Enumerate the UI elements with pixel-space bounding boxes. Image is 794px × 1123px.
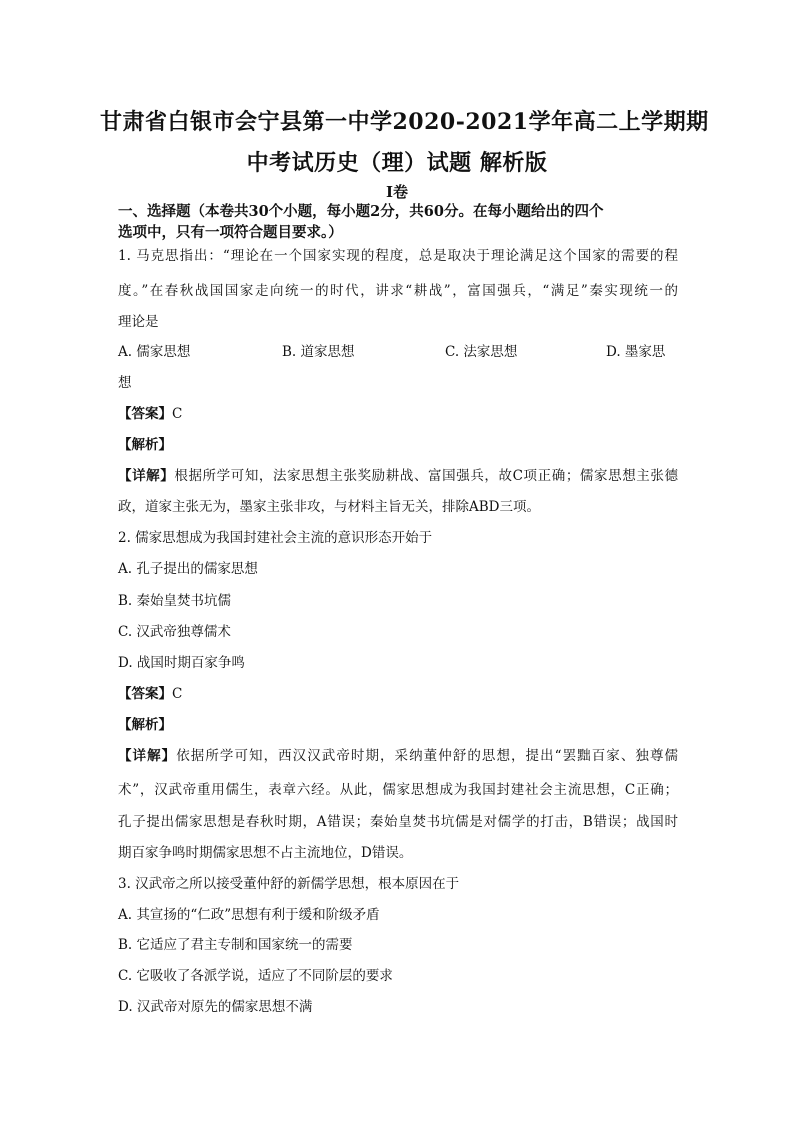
question-1-options: [118, 342, 678, 362]
question-2-detail-line1: [118, 746, 678, 766]
question-2-option-c: C. 汉武帝独尊儒术: [118, 624, 231, 640]
question-1-option-a: A. 儒家思想: [118, 344, 191, 360]
question-2-answer: [118, 684, 182, 704]
question-1-detail-line2: 政，道家主张无为，墨家主张非攻，与材料主旨无关，排除ABD三项。: [118, 499, 540, 515]
question-1-option-b: B. 道家思想: [282, 344, 355, 360]
question-1-stem-line2: 度。”在春秋战国国家走向统一的时代，讲求“耕战”，富国强兵，“满足”秦实现统一的: [118, 283, 678, 299]
analysis-label: 【解析】: [118, 437, 172, 453]
volume-heading: Ⅰ卷: [385, 183, 409, 201]
document-title-line1: 甘肃省白银市会宁县第一中学2020-2021学年高二上学期期: [100, 109, 709, 135]
question-2-option-b: B. 秦始皇焚书坑儒: [118, 593, 232, 609]
question-1-analysis-label: [118, 435, 172, 455]
answer-label: 【答案】: [118, 686, 172, 702]
question-2-detail-line2: 术”，汉武帝重用儒生，表章六经。从此，儒家思想成为我国封建社会主流思想，C正确；: [118, 782, 678, 798]
answer-value: C: [172, 686, 183, 702]
question-1-detail-line1: [118, 466, 678, 486]
question-2-option-a: A. 孔子提出的儒家思想: [118, 561, 258, 577]
answer-label: 【答案】: [118, 406, 172, 422]
analysis-label: 【解析】: [118, 717, 172, 733]
question-3-option-b: B. 它适应了君主专制和国家统一的需要: [118, 937, 353, 953]
question-1-stem-line1: 1. 马克思指出：“理论在一个国家实现的程度，总是取决于理论满足这个国家的需要的程: [118, 248, 678, 264]
section-heading-line2: 选项中，只有一项符合题目要求。）: [118, 224, 343, 241]
question-1-option-d: D. 墨家思: [606, 344, 666, 360]
detail-text: 根据所学可知，法家思想主张奖励耕战、富国强兵，故C项正确；儒家思想主张德: [174, 468, 678, 484]
detail-label: 【详解】: [118, 748, 177, 764]
detail-text: 依据所学可知，西汉汉武帝时期，采纳董仲舒的思想，提出“罢黜百家、独尊儒: [176, 748, 679, 764]
question-2-stem: 2. 儒家思想成为我国封建社会主流的意识形态开始于: [118, 530, 433, 546]
question-1-option-c: C. 法家思想: [445, 344, 518, 360]
question-1-answer: [118, 404, 182, 424]
answer-value: C: [172, 406, 183, 422]
question-2-detail-line4: 期百家争鸣时期儒家思想不占主流地位，D错误。: [118, 845, 413, 861]
question-3-option-d: D. 汉武帝对原先的儒家思想不满: [118, 999, 313, 1015]
section-heading-line1: 一、选择题（本卷共30个小题，每小题2分，共60分。在每小题给出的四个: [118, 203, 604, 220]
question-3-option-c: C. 它吸收了各派学说，适应了不同阶层的要求: [118, 968, 393, 984]
question-3-option-a: A. 其宣扬的“仁政”思想有利于缓和阶级矛盾: [118, 907, 380, 923]
question-2-detail-line3: 孔子提出儒家思想是春秋时期，A错误；秦始皇焚书坑儒是对儒学的打击，B错误；战国时: [118, 814, 678, 830]
question-1-option-d-wrap: 想: [118, 375, 132, 391]
document-title-line2: 中考试历史（理）试题 解析版: [246, 150, 548, 176]
question-3-stem: 3. 汉武帝之所以接受董仲舒的新儒学思想，根本原因在于: [118, 876, 460, 892]
question-2-option-d: D. 战国时期百家争鸣: [118, 655, 245, 671]
detail-label: 【详解】: [118, 468, 175, 484]
question-2-analysis-label: [118, 715, 172, 735]
question-1-stem-line3: 理论是: [118, 314, 159, 330]
